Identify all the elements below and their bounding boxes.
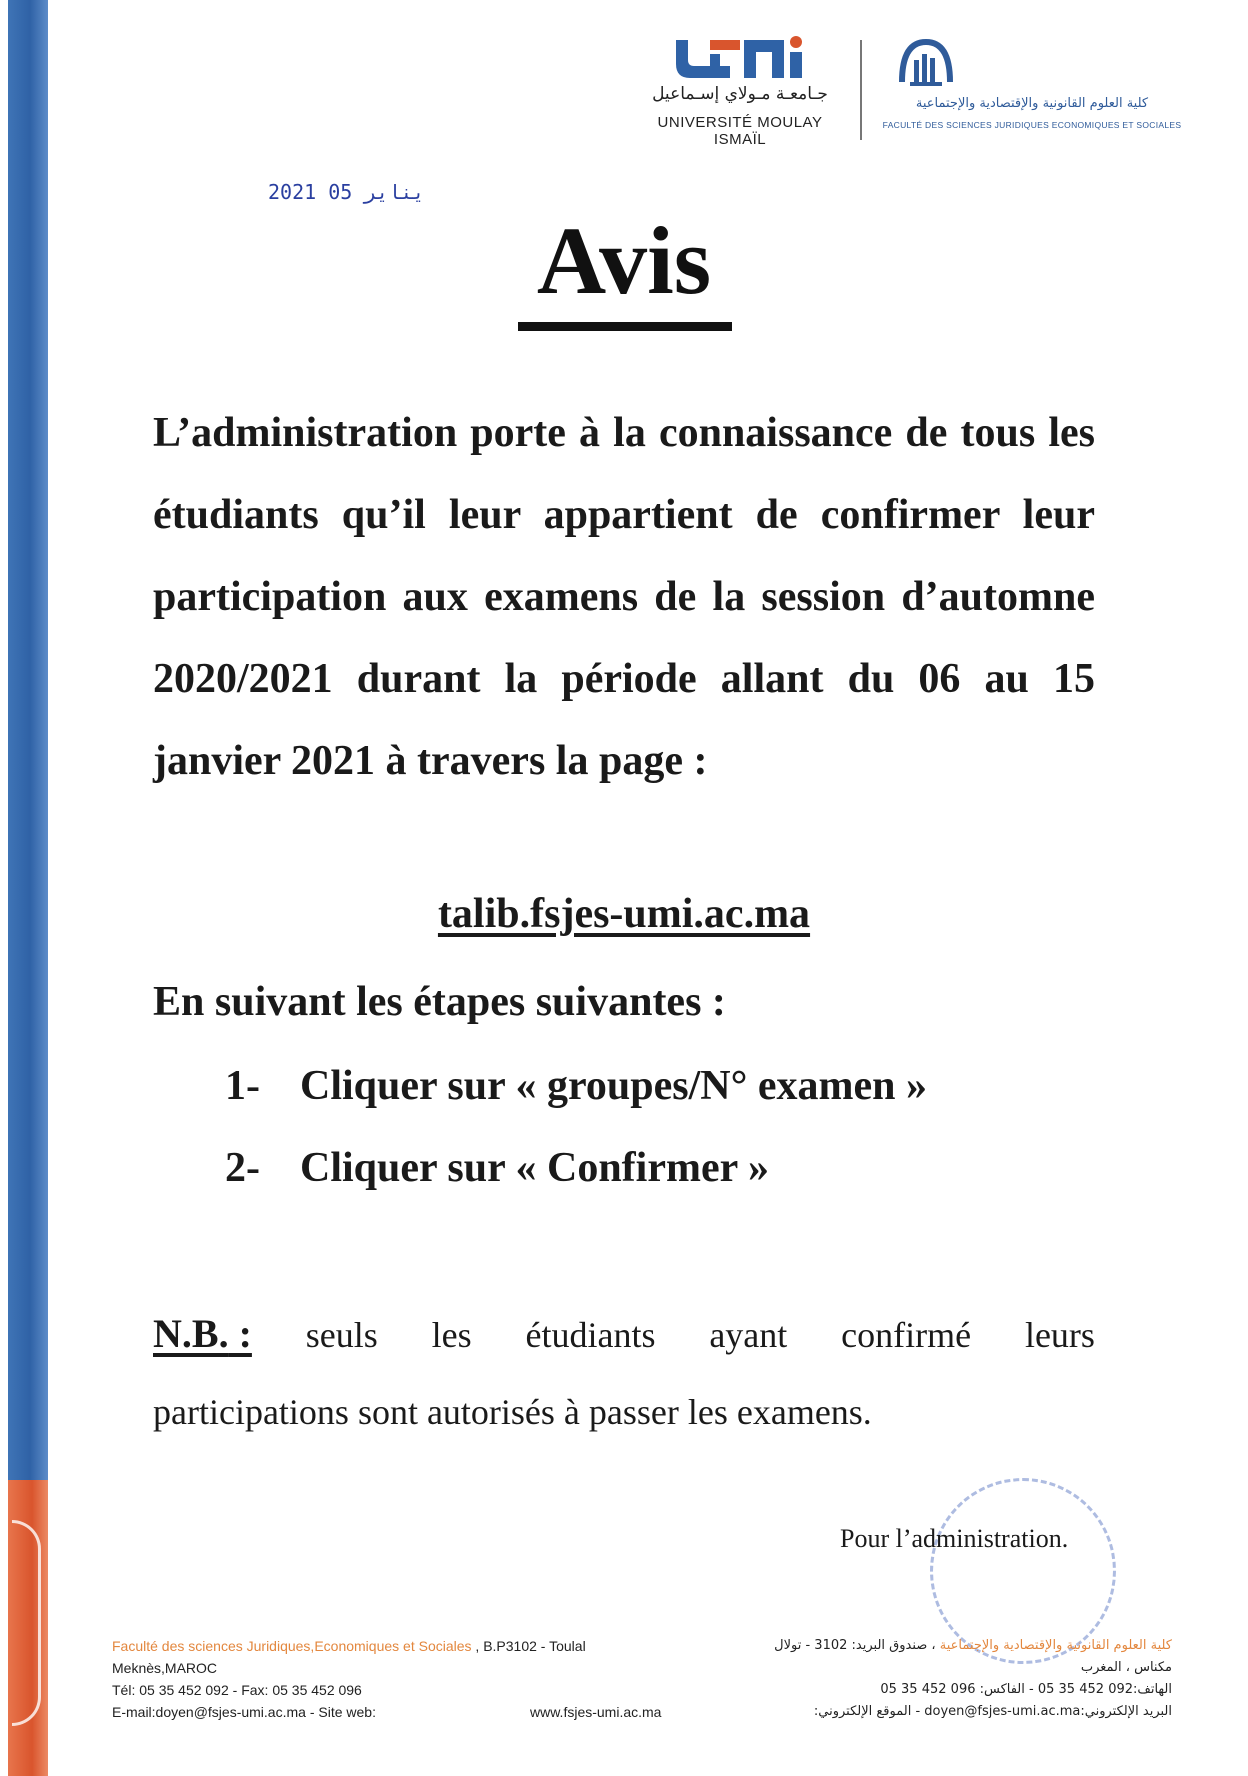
notice-title-text: Avis bbox=[536, 207, 712, 314]
nota-bene bbox=[153, 1310, 1095, 1433]
footer-ar-line-4: البريد الإلكتروني:doyen@fsjes-umi.ac.ma - الموقع الإلكتروني: bbox=[813, 1704, 1172, 1719]
title-underline bbox=[518, 322, 732, 331]
footer-website[interactable]: www.fsjes-umi.ac.ma bbox=[530, 1704, 662, 1720]
footer-ar-line-1 bbox=[774, 1638, 1172, 1653]
step-text: Cliquer sur « Confirmer » bbox=[300, 1145, 769, 1191]
footer-fr-line-1 bbox=[112, 1638, 586, 1654]
umi-logo-icon bbox=[670, 34, 810, 82]
footer-ar-line-2: مكناس ، المغرب bbox=[1080, 1660, 1172, 1675]
step-item bbox=[225, 1144, 769, 1192]
notice-body: L’administration porte à la connaissance de tous les étudiants qu’il leur appartient de confirmer leur participation aux examens de la session d’automne 2020/2021 durant la période allant du 06 au 15 janvier 2021 à travers la page : bbox=[153, 410, 1095, 784]
footer-faculty-name-ar: كلية العلوم القانونية والإقتصادية والإجتماعية bbox=[939, 1638, 1172, 1653]
footer-ar-line-3: الهاتف:092 452 35 05 - الفاكس: 096 452 35 05 bbox=[880, 1682, 1172, 1697]
footer bbox=[112, 1630, 1172, 1770]
notice-title bbox=[0, 205, 1248, 316]
signature-line: Pour l’administration. bbox=[840, 1524, 1069, 1553]
nb-word: les bbox=[431, 1315, 472, 1355]
step-item bbox=[225, 1062, 927, 1110]
nb-word: seuls bbox=[305, 1315, 378, 1355]
umi-french-name: UNIVERSITÉ MOULAY ISMAÏL bbox=[657, 114, 823, 148]
nb-word: étudiants bbox=[525, 1315, 656, 1355]
nb-label-text: N.B. bbox=[153, 1311, 229, 1356]
website-link-text[interactable]: talib.fsjes-umi.ac.ma bbox=[437, 891, 811, 937]
step-text: Cliquer sur « groupes/N° examen » bbox=[300, 1063, 928, 1109]
nb-label bbox=[153, 1310, 252, 1357]
footer-faculty-name: Faculté des sciences Juridiques,Economiques et Sociales bbox=[112, 1638, 472, 1654]
faculty-french-name: FACULTÉ DES SCIENCES JURIDIQUES ECONOMIQUES ET SOCIALES bbox=[882, 120, 1182, 130]
nb-colon: : bbox=[228, 1311, 252, 1356]
faculty-arabic-name: كلية العلوم القانونية والإقتصادية والإجتماعية bbox=[915, 96, 1149, 111]
nb-word: ayant bbox=[709, 1315, 788, 1355]
nb-word: confirmé bbox=[841, 1315, 972, 1355]
footer-bp: , B.P3102 - Toulal bbox=[475, 1638, 586, 1654]
footer-bp-ar: ، صندوق البريد: 3102 - تولال bbox=[774, 1638, 936, 1653]
footer-fr-line-4: E-mail:doyen@fsjes-umi.ac.ma - Site web: bbox=[112, 1704, 376, 1720]
nb-line-1 bbox=[153, 1310, 1095, 1357]
logo-divider bbox=[860, 40, 862, 140]
header-logos bbox=[610, 34, 1190, 154]
faculty-emblem-icon bbox=[896, 34, 956, 90]
nb-word: leurs bbox=[1024, 1315, 1095, 1355]
website-link bbox=[0, 890, 1248, 938]
step-number: 1- bbox=[225, 1063, 260, 1109]
umi-arabic-name: جـامعـة مـولاي إسـماعيل bbox=[652, 84, 828, 104]
step-number: 2- bbox=[225, 1145, 260, 1191]
nb-line-2: participations sont autorisés à passer les examens. bbox=[153, 1392, 872, 1432]
orange-band bbox=[8, 1480, 48, 1776]
steps-intro: En suivant les étapes suivantes : bbox=[153, 979, 726, 1025]
footer-fr-line-2: Meknès,MAROC bbox=[112, 1660, 218, 1676]
date-stamp: 2021 يناير 05 bbox=[268, 180, 425, 204]
footer-fr-line-3: Tél: 05 35 452 092 - Fax: 05 35 452 096 bbox=[112, 1682, 362, 1698]
